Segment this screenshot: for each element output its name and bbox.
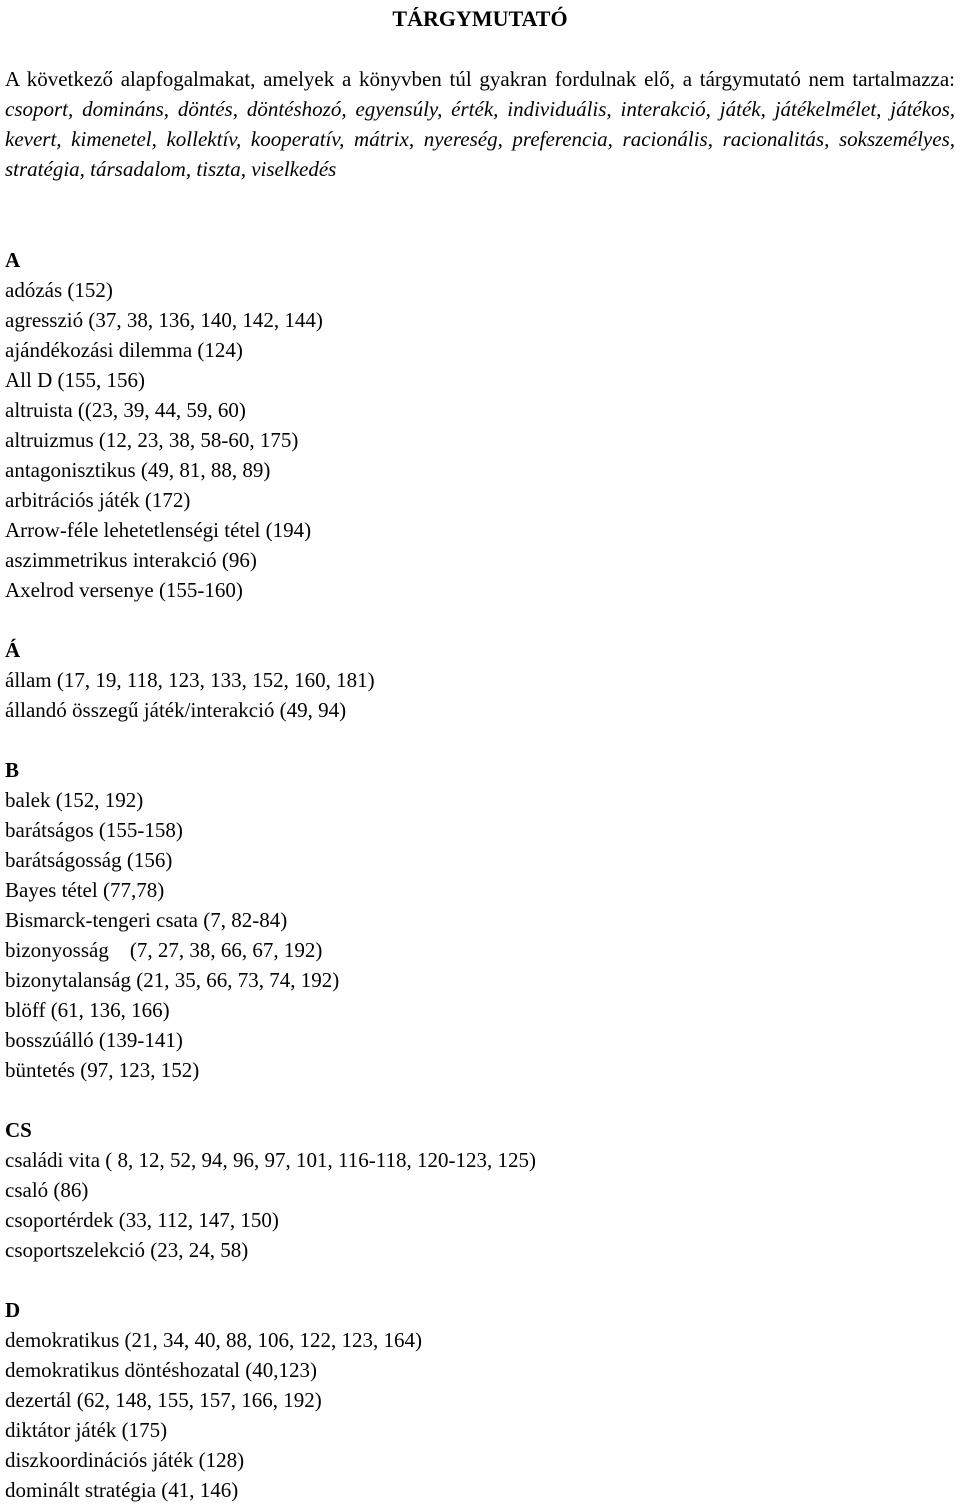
intro-paragraph [5, 64, 955, 184]
index-entry: arbitrációs játék (172) [5, 488, 191, 512]
index-entry: ajándékozási dilemma (124) [5, 338, 243, 362]
section-spacer [5, 725, 955, 755]
index-entry: bizonyosság (7, 27, 38, 66, 67, 192) [5, 938, 323, 962]
index-entry: csaló (86) [5, 1178, 89, 1202]
section-letter: A [5, 248, 21, 272]
index-entry: demokratikus (21, 34, 40, 88, 106, 122, 123, 164) [5, 1328, 423, 1352]
section-letter: D [5, 1298, 21, 1322]
index-entry: bosszúálló (139-141) [5, 1028, 183, 1052]
section-letter: B [5, 758, 20, 782]
index-entry: blöff (61, 136, 166) [5, 998, 170, 1022]
intro-lead: A következő alapfogalmakat, amelyek a könyvben túl gyakran fordulnak elő, a tárgymutató nem tartalmazza: [5, 67, 955, 91]
index-entry: állandó összegű játék/interakció (49, 94) [5, 698, 347, 722]
intro-excluded-terms: csoport, domináns, döntés, döntéshozó, egyensúly, érték, individuális, interakció, játék, játékelmélet, játékos, kevert, kimenetel, kollektív, kooperatív, mátrix, nyereség, preferencia, racionális, racionalitás, sokszemélyes, stratégia, társadalom, tiszta, viselkedés [5, 97, 955, 181]
index-entry: barátságosság (156) [5, 848, 173, 872]
index-entry: Arrow-féle lehetetlenségi tétel (194) [5, 518, 312, 542]
index-entry: aszimmetrikus interakció (96) [5, 548, 257, 572]
index-section [5, 635, 955, 725]
index-sections [5, 245, 955, 1505]
index-entry: dezertál (62, 148, 155, 157, 166, 192) [5, 1388, 322, 1412]
index-section [5, 755, 955, 1085]
index-entry: csoportszelekció (23, 24, 58) [5, 1238, 249, 1262]
index-entry: antagonisztikus (49, 81, 88, 89) [5, 458, 271, 482]
index-entry: agresszió (37, 38, 136, 140, 142, 144) [5, 308, 323, 332]
index-entry: diktátor játék (175) [5, 1418, 168, 1442]
index-entry: demokratikus döntéshozatal (40,123) [5, 1358, 318, 1382]
index-entry: adózás (152) [5, 278, 113, 302]
section-letter: Á [5, 638, 21, 662]
index-entry: állam (17, 19, 118, 123, 133, 152, 160, 181) [5, 668, 375, 692]
section-spacer [5, 1085, 955, 1115]
index-entry: barátságos (155-158) [5, 818, 183, 842]
index-entry: All D (155, 156) [5, 368, 145, 392]
section-spacer [5, 1265, 955, 1295]
index-entry: családi vita ( 8, 12, 52, 94, 96, 97, 101, 116-118, 120-123, 125) [5, 1148, 536, 1172]
index-entry: diszkoordinációs játék (128) [5, 1448, 245, 1472]
index-entry: balek (152, 192) [5, 788, 144, 812]
index-entry: csoportérdek (33, 112, 147, 150) [5, 1208, 279, 1232]
index-entry: altruizmus (12, 23, 38, 58-60, 175) [5, 428, 299, 452]
index-entry: bizonytalanság (21, 35, 66, 73, 74, 192) [5, 968, 340, 992]
index-entry: Axelrod versenye (155-160) [5, 578, 243, 602]
index-entry: Bayes tétel (77,78) [5, 878, 165, 902]
index-section [5, 245, 955, 605]
section-letter: CS [5, 1118, 32, 1142]
index-entry: büntetés (97, 123, 152) [5, 1058, 200, 1082]
index-entry: dominált stratégia (41, 146) [5, 1478, 239, 1502]
page-title: TÁRGYMUTATÓ [392, 6, 568, 31]
section-spacer [5, 605, 955, 635]
index-entry: altruista ((23, 39, 44, 59, 60) [5, 398, 246, 422]
index-section [5, 1115, 955, 1265]
index-entry: Bismarck-tengeri csata (7, 82-84) [5, 908, 288, 932]
index-section [5, 1295, 955, 1505]
